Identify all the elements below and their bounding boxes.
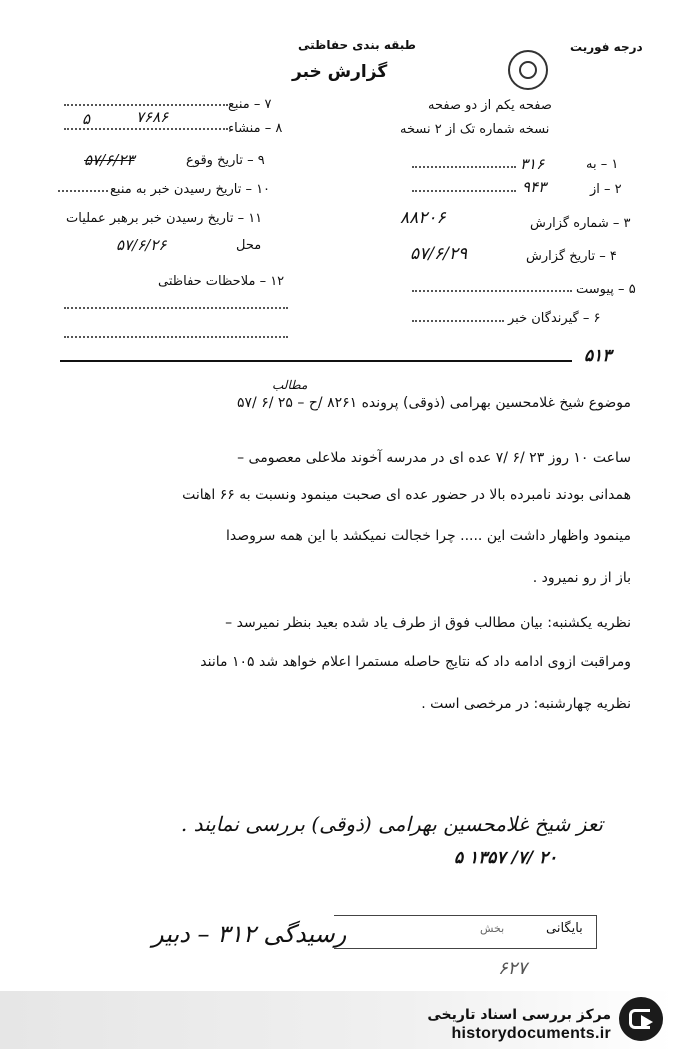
footer-org: مرکز بررسی اسناد تاریخی	[427, 1007, 611, 1023]
field-5-label: ۵ – پیوست	[576, 282, 636, 297]
field-11-place: محل	[236, 238, 262, 253]
margin-mark: ۵۱۳	[584, 346, 612, 366]
field-3-value: ۸۸۲۰۶	[400, 208, 446, 228]
field-4-label: ۴ – تاریخ گزارش	[526, 249, 617, 264]
classification-label: طبقه بندی حفاظتی	[298, 38, 416, 52]
handwritten-date: ۵ ۱۳۵۷ /۷/ ۲۰	[454, 848, 558, 868]
stamp-inner: بخش	[480, 922, 505, 935]
field-8-value: ۵	[82, 110, 91, 128]
field-1-value: ۳۱۶	[520, 155, 545, 173]
archive-logo-icon	[619, 997, 663, 1041]
copy-label: نسخه شماره تک از ۲ نسخه	[400, 122, 550, 137]
subject-line: موضوع شیخ غلامحسین بهرامی (ذوقی) پرونده ۸۲۶۱ /ح – ۲۵ /۶ /۵۷	[236, 395, 631, 411]
footer-url: historydocuments.ir	[451, 1025, 611, 1042]
report-title: گزارش خبر	[292, 62, 388, 82]
field-2-label: ۲ – از	[590, 182, 622, 197]
body-line-1: ساعت ۱۰ روز ۲۳ /۶ /۷ عده ای در مدرسه آخوند ملاعلی معصومی –	[237, 450, 631, 466]
body-line-7: نظریه چهارشنبه: در مرخصی است .	[421, 696, 631, 712]
field-9-value: ۵۷/۶/۲۳	[84, 151, 135, 169]
priority-label: درجه فوریت	[570, 40, 643, 54]
field-7-label: ۷ – منبع	[228, 97, 272, 112]
field-9-label: ۹ – تاریخ وقوع	[186, 153, 265, 168]
handwritten-margin-num: ۶۲۷	[498, 958, 528, 979]
field-4-value: ۵۷/۶/۲۹	[410, 244, 468, 264]
emblem-seal-icon	[508, 50, 548, 90]
body-line-3: مینمود واظهار داشت این ..... چرا خجالت نمیکشد با این همه سروصدا	[226, 528, 631, 544]
stamp-text: بایگانی	[546, 921, 583, 936]
body-line-6: ومراقبت ازوی ادامه داد که نتایج حاصله مستمرا اعلام خواهد شد ۱۰۵ مانند	[200, 654, 631, 670]
field-12-label: ۱۲ – ملاحظات حفاظتی	[158, 274, 285, 289]
field-7-value: ۷۶۸۶	[136, 108, 169, 126]
handwritten-signature: رسیدگی ۳۱۲ – دبیر	[152, 920, 347, 948]
field-10-label: ۱۰ – تاریخ رسیدن خبر به منبع	[110, 182, 271, 197]
field-2-value: ۹۴۳	[522, 178, 547, 196]
field-3-label: ۳ – شماره گزارش	[530, 216, 631, 231]
field-8-label: ۸ – منشاء	[228, 121, 283, 136]
field-11-value: ۵۷/۶/۲۶	[116, 236, 167, 254]
subject-annotation: مطالب	[272, 378, 308, 392]
body-line-4: باز از رو نمیرود .	[532, 570, 631, 586]
field-1-label: ۱ – به	[586, 157, 619, 172]
body-line-2: همدانی بودند نامبرده بالا در حضور عده ای صحبت مینمود ونسبت به ۶۶ اهانت	[182, 487, 631, 503]
page-label: صفحه یکم از دو صفحه	[428, 98, 552, 113]
handwritten-note: تعز شیخ غلامحسین بهرامی (ذوقی) بررسی نمایند .	[180, 812, 603, 836]
field-11-label: ۱۱ – تاریخ رسیدن خبر برهبر عملیات	[66, 211, 263, 226]
field-6-label: ۶ – گیرندگان خبر	[508, 311, 601, 326]
body-line-5: نظریه یکشنبه: بیان مطالب فوق از طرف یاد شده بعید بنظر نمیرسد –	[225, 615, 631, 631]
footer-watermark	[0, 991, 673, 1049]
